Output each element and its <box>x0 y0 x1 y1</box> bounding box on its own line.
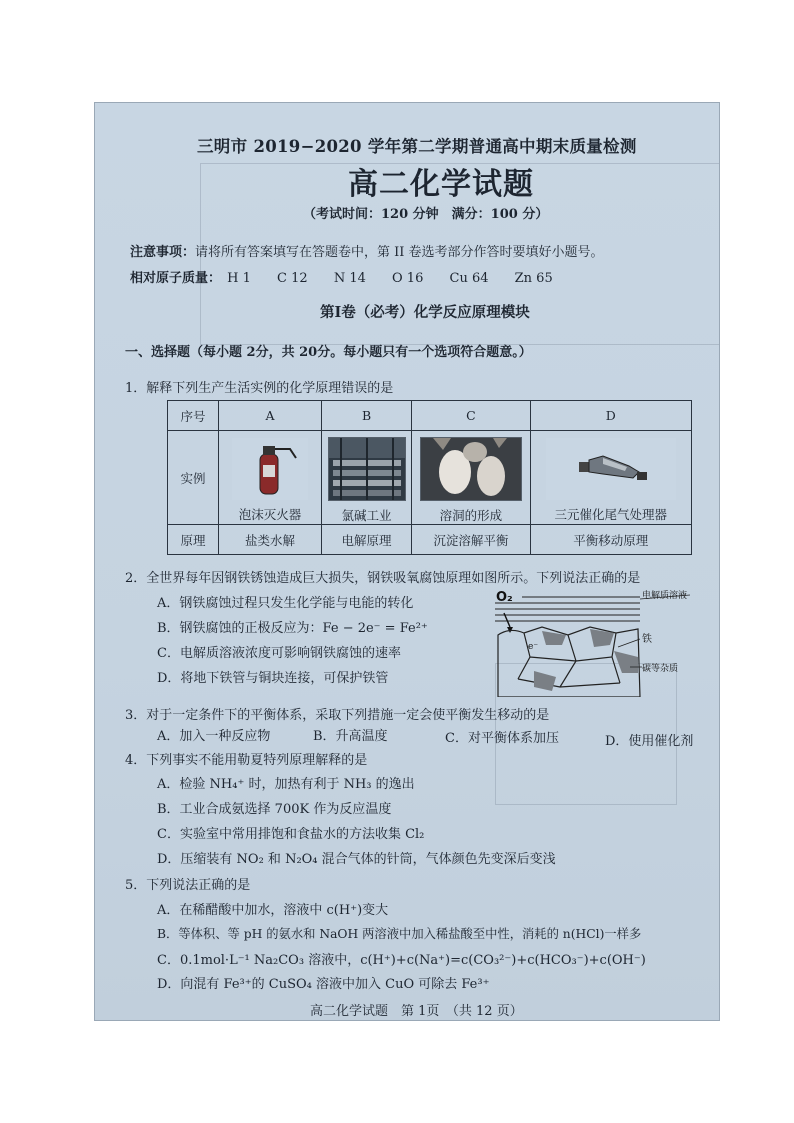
table-header-cell: D <box>530 401 692 431</box>
table-header-cell: A <box>219 401 322 431</box>
question-4-option-c: C．实验室中常用排饱和食盐水的方法收集 Cl₂ <box>157 827 425 842</box>
notice <box>130 241 604 260</box>
principle-cell: 电解原理 <box>321 525 411 555</box>
question-5-stem: 5．下列说法正确的是 <box>125 878 251 893</box>
question-3-stem: 3．对于一定条件下的平衡体系，采取下列措施一定会使平衡发生移动的是 <box>125 708 550 723</box>
principle-cell: 盐类水解 <box>219 525 322 555</box>
question-2-stem: 2．全世界每年因钢铁锈蚀造成巨大损失，钢铁吸氧腐蚀原理如图所示。下列说法正确的是 <box>125 571 641 586</box>
atomic-mass-item: O 16 <box>392 271 424 286</box>
question-3-option-a: A．加入一种反应物 <box>157 729 271 744</box>
corrosion-diagram <box>490 587 719 697</box>
question-5-option-d: D．向混有 Fe³⁺的 CuSO₄ 溶液中加入 CuO 可除去 Fe³⁺ <box>157 977 490 992</box>
example-label: 氯碱工业 <box>341 508 392 523</box>
example-cell-d <box>530 431 692 525</box>
table-header-cell: C <box>412 401 530 431</box>
question-4-option-d: D．压缩装有 NO₂ 和 N₂O₄ 混合气体的针筒，气体颜色先变深后变浅 <box>157 852 556 867</box>
o2-label: O₂ <box>496 590 513 605</box>
example-label: 三元催化尾气处理器 <box>554 507 667 522</box>
limestone-cave-image <box>420 437 522 501</box>
question-2-option-a: A．钢铁腐蚀过程只发生化学能与电能的转化 <box>157 596 414 611</box>
question-2-option-d: D．将地下铁管与铜块连接，可保护铁管 <box>157 671 389 686</box>
volume-title: 第Ⅰ卷（必考）化学反应原理模块 <box>320 304 530 321</box>
page-title: 高二化学试题 <box>348 167 534 202</box>
fire-extinguisher-image <box>232 438 308 500</box>
atomic-mass-line <box>130 267 553 286</box>
question-2-option-c: C．电解质溶液浓度可影响钢铁腐蚀的速率 <box>157 646 401 661</box>
notice-label: 注意事项： <box>130 245 196 260</box>
carbon-label: 碳等杂质 <box>642 664 679 674</box>
question-3-option-d: D．使用催化剂 <box>605 734 694 749</box>
iron-label: 铁 <box>642 634 652 645</box>
table-header-cell: B <box>321 401 411 431</box>
atomic-mass-item: Cu 64 <box>449 271 489 286</box>
electron-label: e⁻ <box>528 642 539 652</box>
example-cell-a <box>219 431 322 525</box>
example-cell-c <box>412 431 530 525</box>
atomic-mass-item: N 14 <box>333 271 366 286</box>
principle-cell: 平衡移动原理 <box>530 525 692 555</box>
question-4-option-b: B．工业合成氨选择 700K 作为反应温度 <box>157 802 392 817</box>
question-3-option-b: B．升高温度 <box>313 729 388 744</box>
table-row-label: 原理 <box>168 525 219 555</box>
table-row-label: 实例 <box>168 431 219 525</box>
question-5-option-b: B．等体积、等 pH 的氨水和 NaOH 两溶液中加入稀盐酸至中性，消耗的 n(HCl)一样多 <box>157 927 642 941</box>
question-5-option-a: A．在稀醋酸中加水，溶液中 c(H⁺)变大 <box>157 903 389 918</box>
exam-paper <box>95 103 719 1020</box>
chlor-alkali-plant-image <box>328 437 406 501</box>
catalytic-converter-image <box>546 438 676 500</box>
electrolyte-label: 电解质溶液 <box>642 591 688 601</box>
question-5-option-c: C．0.1mol·L⁻¹ Na₂CO₃ 溶液中，c(H⁺)+c(Na⁺)=c(CO₃²⁻)+c(HCO₃⁻)+c(OH⁻) <box>157 953 646 968</box>
question-3-option-c: C．对平衡体系加压 <box>445 731 559 746</box>
principle-cell: 沉淀溶解平衡 <box>412 525 530 555</box>
section-heading: 一、选择题（每小题 2分，共 20分。每小题只有一个选项符合题意。） <box>125 345 532 360</box>
exam-header-line: 三明市 2019−2020 学年第二学期普通高中期末质量检测 <box>197 137 637 156</box>
atomic-mass-item: Zn 65 <box>514 271 553 286</box>
question-4-stem: 4．下列事实不能用勒夏特列原理解释的是 <box>125 753 368 768</box>
table-header-cell: 序号 <box>168 401 219 431</box>
question-2-option-b: B．钢铁腐蚀的正极反应为：Fe − 2e⁻ = Fe²⁺ <box>157 621 428 636</box>
atomic-mass-label: 相对原子质量： <box>130 271 222 286</box>
question-4-option-a: A．检验 NH₄⁺ 时，加热有利于 NH₃ 的逸出 <box>157 777 415 792</box>
atomic-mass-item: C 12 <box>277 271 308 286</box>
notice-text: 请将所有答案填写在答题卷中，第 II 卷选考部分作答时要填好小题号。 <box>195 245 604 260</box>
example-label: 泡沫灭火器 <box>238 507 302 522</box>
exam-info: （考试时间：120 分钟 满分：100 分） <box>303 207 549 222</box>
example-cell-b <box>321 431 411 525</box>
question-1-table <box>167 400 692 555</box>
atomic-mass-item: H 1 <box>227 271 251 286</box>
page-footer: 高二化学试题 第 1页 （共 12 页） <box>310 1004 523 1019</box>
example-label: 溶洞的形成 <box>439 508 503 523</box>
question-1-stem: 1．解释下列生产生活实例的化学原理错误的是 <box>125 381 394 396</box>
